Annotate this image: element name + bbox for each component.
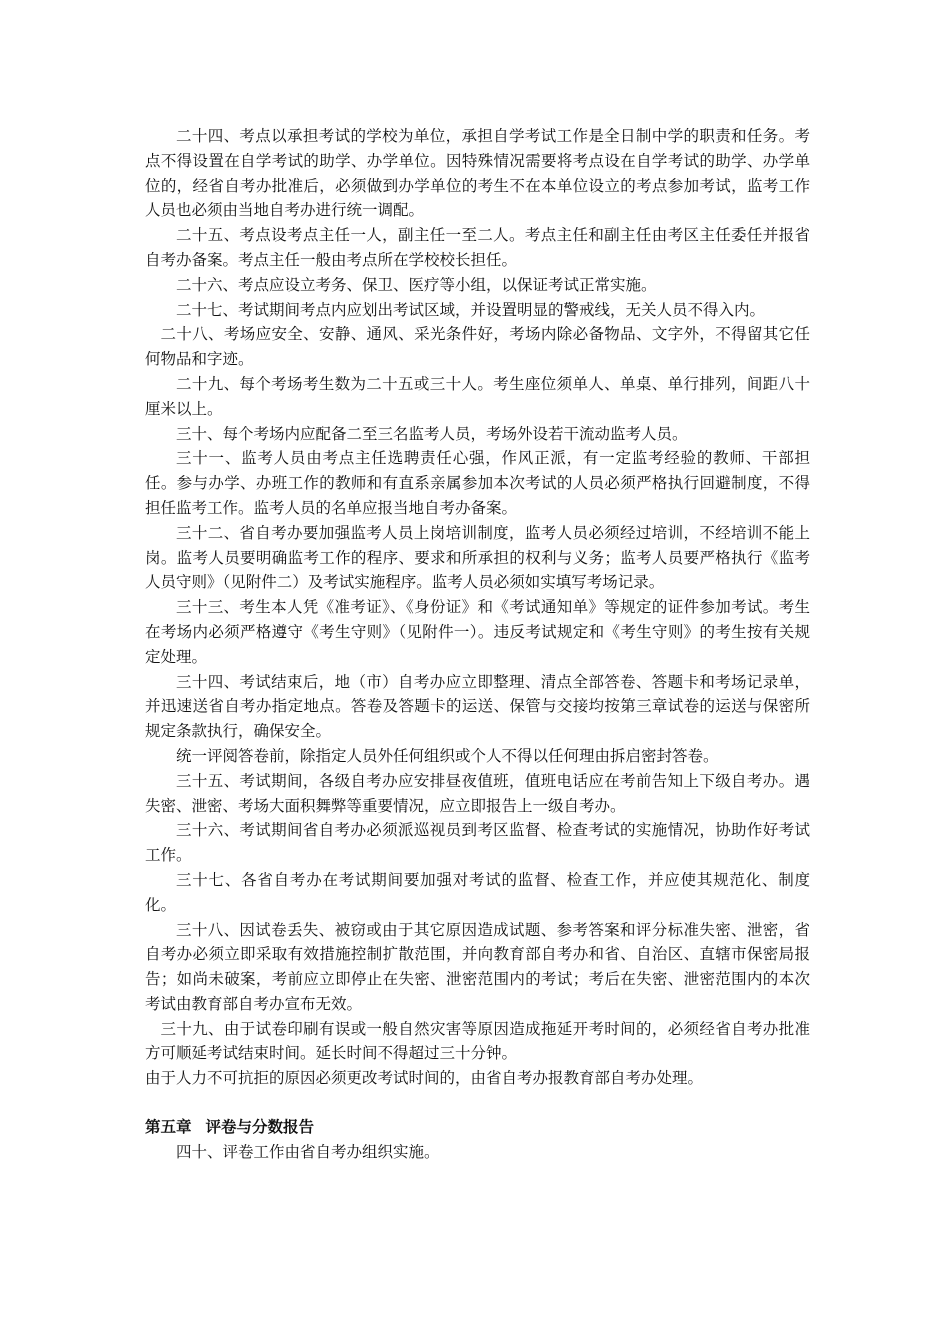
paragraph-30: 三十、每个考场内应配备二至三名监考人员，考场外设若干流动监考人员。 — [176, 424, 688, 443]
chapter-heading — [145, 1115, 810, 1140]
paragraph-38: 三十八、因试卷丢失、被窃或由于其它原因造成试题、参考答案和评分标准失密、泄密，省自考办必须立即采取有效措施控制扩散范围，并向教育部自考办和省、自治区、直辖市保密局报告；如尚未破案，考前应立即停止在失密、泄密范围内的考试；考后在失密、泄密范围内的本次考试由教育部自考办宣布无效。 — [145, 920, 810, 1013]
paragraph-33: 三十三、考生本人凭《准考证》、《身份证》和《考试通知单》等规定的证件参加考试。考生在考场内必须严格遵守《考生守则》（见附件一）。违反考试规定和《考生守则》的考生按有关规定处理。 — [145, 598, 810, 666]
paragraph-39: 三十九、由于试卷印刷有误或一般自然灾害等原因造成拖延开考时间的，必须经省自考办批准方可顺延考试结束时间。延长时间不得超过三十分钟。 — [145, 1019, 810, 1063]
paragraph-27: 二十七、考试期间考点内应划出考试区域，并设置明显的警戒线，无关人员不得入内。 — [176, 300, 766, 319]
paragraph-40: 四十、评卷工作由省自考办组织实施。 — [176, 1142, 440, 1161]
document-page — [145, 124, 810, 1165]
paragraph-34-note: 统一评阅答卷前，除指定人员外任何组织或个人不得以任何理由拆启密封答卷。 — [176, 746, 719, 765]
paragraph-36: 三十六、考试期间省自考办必须派巡视员到考区监督、检查考试的实施情况，协助作好考试工作。 — [145, 821, 810, 865]
paragraph-37: 三十七、各省自考办在考试期间要加强对考试的监督、检查工作，并应使其规范化、制度化。 — [145, 870, 810, 914]
paragraph-34: 三十四、考试结束后，地（市）自考办应立即整理、清点全部答卷、答题卡和考场记录单，并迅速送省自考办指定地点。答卷及答题卡的运送、保管与交接均按第三章试卷的运送与保密所规定条款执行，确保安全。 — [145, 672, 810, 741]
chapter-title: 评卷与分数报告 — [205, 1118, 315, 1137]
paragraph-32: 三十二、省自考办要加强监考人员上岗培训制度，监考人员必须经过培训，不经培训不能上岗。监考人员要明确监考工作的程序、要求和所承担的权利与义务；监考人员要严格执行《监考人员守则》（见附件二）及考试实施程序。监考人员必须如实填写考场记录。 — [145, 523, 810, 592]
paragraph-29: 二十九、每个考场考生数为二十五或三十人。考生座位须单人、单桌、单行排列，间距八十厘米以上。 — [145, 374, 810, 418]
paragraph-24: 二十四、考点以承担考试的学校为单位，承担自学考试工作是全日制中学的职责和任务。考点不得设置在自学考试的助学、办学单位。因特殊情况需要将考点设在自学考试的助学、办学单位的，经省自考办批准后，必须做到办学单位的考生不在本单位设立的考点参加考试，监考工作人员也必须由当地自考办进行统一调配。 — [145, 127, 810, 220]
paragraph-28: 二十八、考场应安全、安静、通风、采光条件好，考场内除必备物品、文字外，不得留其它任何物品和字迹。 — [145, 325, 810, 369]
paragraph-25: 二十五、考点设考点主任一人，副主任一至二人。考点主任和副主任由考区主任委任并报省自考办备案。考点主任一般由考点所在学校校长担任。 — [145, 226, 810, 269]
paragraph-39-note: 由于人力不可抗拒的原因必须更改考试时间的，由省自考办报教育部自考办处理。 — [145, 1069, 704, 1088]
paragraph-35: 三十五、考试期间，各级自考办应安排昼夜值班，值班电话应在考前告知上下级自考办。遇失密、泄密、考场大面积舞弊等重要情况，应立即报告上一级自考办。 — [145, 771, 810, 815]
chapter-number: 第五章 — [145, 1118, 192, 1137]
paragraph-26: 二十六、考点应设立考务、保卫、医疗等小组，以保证考试正常实施。 — [176, 275, 657, 294]
chapter-spacer — [145, 1091, 810, 1115]
paragraph-31: 三十一、监考人员由考点主任选聘责任心强，作风正派，有一定监考经验的教师、干部担任。参与办学、办班工作的教师和有直系亲属参加本次考试的人员必须严格执行回避制度，不得担任监考工作。监考人员的名单应报当地自考办备案。 — [145, 449, 810, 517]
